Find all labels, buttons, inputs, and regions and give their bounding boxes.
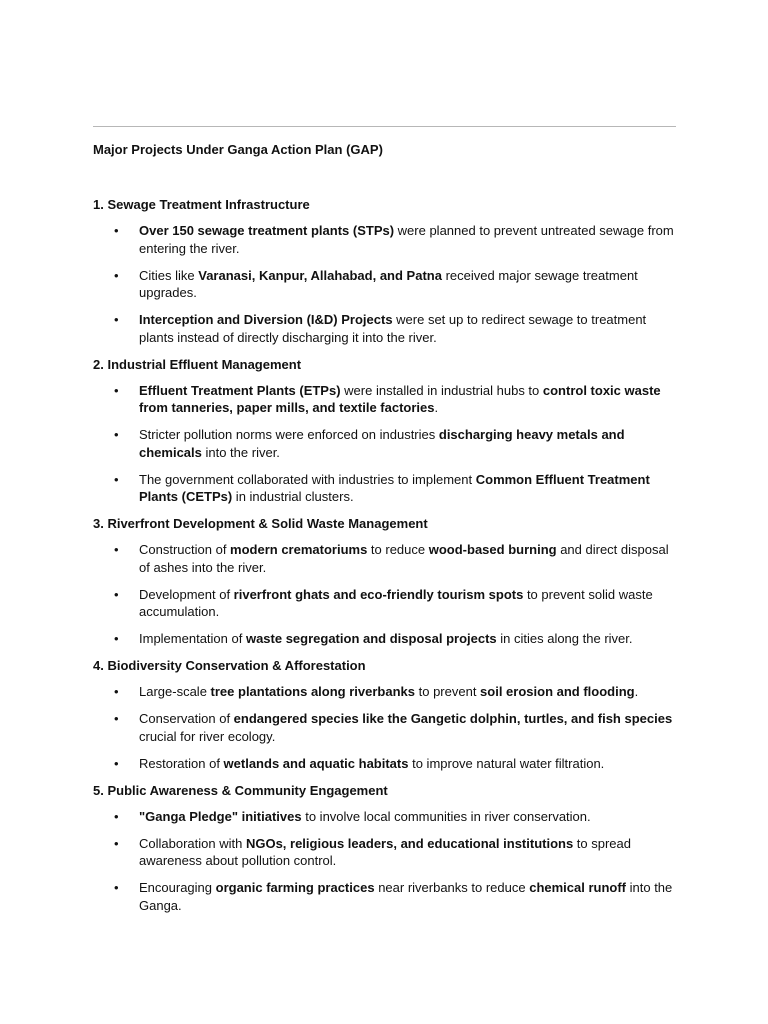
text-run: crucial for river ecology. <box>139 728 276 744</box>
section <box>93 782 678 915</box>
text-run: in cities along the river. <box>496 631 633 646</box>
bold-text: wetlands and aquatic habitats <box>223 755 409 771</box>
text-run: Implementation of <box>139 631 246 646</box>
bullet-list <box>93 808 678 915</box>
text-run: Encouraging <box>139 880 216 895</box>
section-heading: 2. Industrial Effluent Management <box>93 356 302 372</box>
text-run: . <box>434 400 439 415</box>
bold-text: Common Effluent Treatment Plants (CETPs) <box>139 471 650 504</box>
bold-text: riverfront ghats and eco-friendly tourism spots <box>233 586 524 602</box>
text-run: and direct disposal of ashes into the river. <box>139 542 669 575</box>
section <box>93 515 678 648</box>
text-run: Stricter pollution norms were enforced on industries <box>139 427 439 442</box>
list-item <box>93 382 678 417</box>
list-item <box>93 630 678 648</box>
section-heading: 3. Riverfront Development & Solid Waste Management <box>93 516 428 531</box>
section <box>93 356 678 506</box>
text-run: received major sewage treatment upgrades. <box>139 267 638 300</box>
text-run: Development of <box>139 586 234 602</box>
text-run: to prevent solid waste accumulation. <box>139 586 653 619</box>
bold-text: waste segregation and disposal projects <box>245 631 497 646</box>
text-run: to improve natural water filtration. <box>408 755 605 771</box>
list-item <box>93 683 678 701</box>
section-heading: 1. Sewage Treatment Infrastructure <box>93 197 310 212</box>
text-run: were set up to redirect sewage to treatment plants instead of directly discharging it into the river. <box>139 312 647 345</box>
text-run: Conservation of <box>139 711 234 726</box>
text-run: to spread awareness about pollution control. <box>139 835 632 868</box>
text-run: Restoration of <box>139 755 224 771</box>
bullet-list <box>93 222 678 346</box>
text-run: Construction of <box>139 542 231 557</box>
text-run: were planned to prevent untreated sewage from entering the river. <box>139 223 674 256</box>
list-item <box>93 755 678 773</box>
bullet-list <box>93 683 678 772</box>
bold-text: control toxic waste from tanneries, paper mills, and textile factories <box>139 382 661 415</box>
bold-text: soil erosion and flooding <box>480 684 635 699</box>
text-run: into the Ganga. <box>139 880 673 913</box>
document-title: Major Projects Under Ganga Action Plan (GAP) <box>93 142 383 157</box>
list-item <box>93 879 678 914</box>
text-run: Collaboration with <box>139 835 246 851</box>
bold-text: Varanasi, Kanpur, Allahabad, and Patna <box>198 267 442 283</box>
section-heading: 4. Biodiversity Conservation & Afforestation <box>93 658 366 673</box>
bullet-list <box>93 541 678 648</box>
list-item <box>93 311 678 346</box>
text-run: in industrial clusters. <box>232 489 354 504</box>
text-run: into the river. <box>201 444 280 460</box>
section <box>93 196 678 346</box>
bold-text: chemical runoff <box>529 880 627 895</box>
text-run: Large-scale <box>139 684 211 699</box>
text-run: to prevent <box>415 684 481 699</box>
bold-text: discharging heavy metals and chemicals <box>139 427 625 460</box>
bold-text: organic farming practices <box>215 880 375 895</box>
list-item <box>93 710 678 745</box>
text-run: near riverbanks to reduce <box>374 880 530 895</box>
bold-text: Effluent Treatment Plants (ETPs) <box>139 382 341 398</box>
bold-text: Over 150 sewage treatment plants (STPs) <box>139 223 395 238</box>
text-run: were installed in industrial hubs to <box>340 382 543 398</box>
text-run: Cities like <box>139 267 199 283</box>
bold-text: "Ganga Pledge" initiatives <box>139 808 302 824</box>
text-run: The government collaborated with industries to implement <box>139 471 476 487</box>
bold-text: tree plantations along riverbanks <box>210 684 415 699</box>
list-item <box>93 267 678 302</box>
text-run: to involve local communities in river conservation. <box>301 808 591 824</box>
bold-text: wood-based burning <box>428 542 557 557</box>
list-item <box>93 808 678 826</box>
list-item <box>93 835 678 870</box>
bold-text: Interception and Diversion (I&D) Projects <box>139 312 393 327</box>
list-item <box>93 586 678 621</box>
text-run: . <box>634 684 639 699</box>
section <box>93 657 678 772</box>
list-item <box>93 471 678 506</box>
text-run: to reduce <box>367 542 429 557</box>
list-item <box>93 222 678 257</box>
horizontal-rule <box>93 126 676 127</box>
list-item <box>93 426 678 461</box>
bold-text: NGOs, religious leaders, and educational institutions <box>245 835 574 851</box>
section-heading: 5. Public Awareness & Community Engagement <box>93 782 388 798</box>
bold-text: endangered species like the Gangetic dolphin, turtles, and fish species <box>233 711 673 726</box>
list-item <box>93 541 678 576</box>
document-body <box>93 196 678 924</box>
bold-text: modern crematoriums <box>230 542 368 557</box>
bullet-list <box>93 382 678 506</box>
